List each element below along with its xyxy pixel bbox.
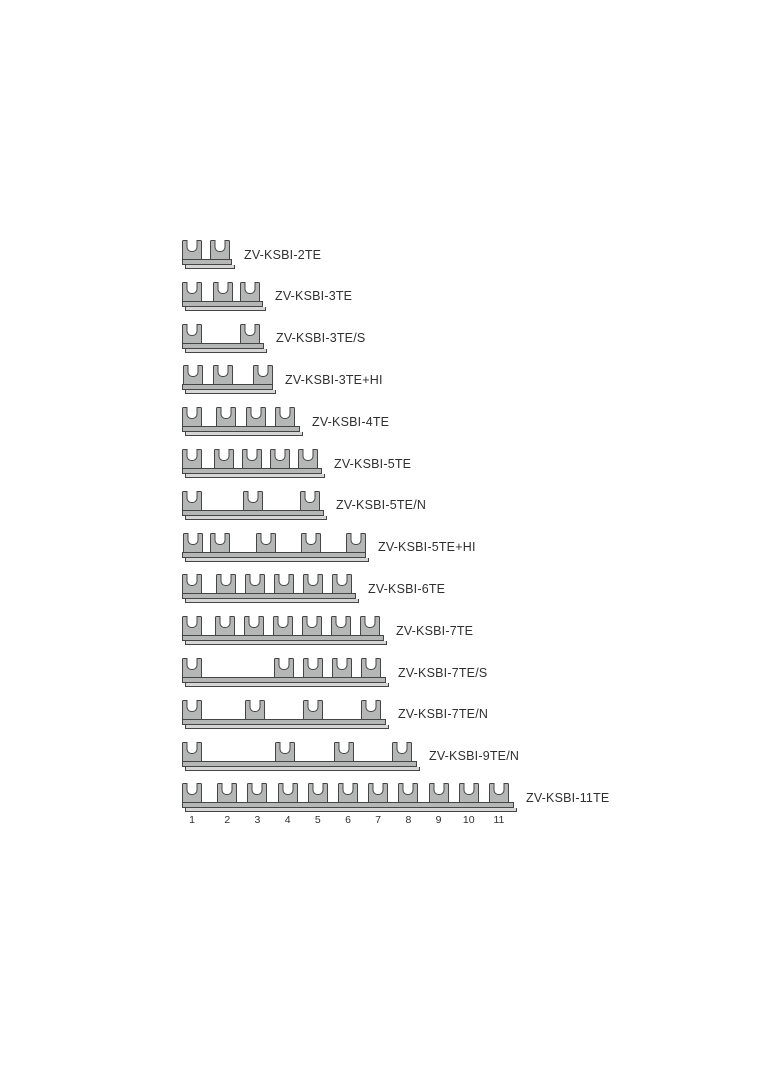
- fork-contact: [338, 783, 358, 802]
- fork-contact: [303, 658, 323, 677]
- fork-notch: [335, 616, 346, 628]
- fork-contact: [182, 616, 202, 635]
- product-label: ZV-KSBI-5TE/N: [336, 498, 427, 513]
- fork-contact: [240, 282, 260, 301]
- busbar-comb: [182, 574, 356, 603]
- comb-row: [182, 449, 411, 478]
- scale-number: 1: [189, 814, 195, 827]
- fork-notch: [252, 783, 263, 795]
- fork-zone: [182, 491, 324, 510]
- fork-notch: [366, 700, 377, 712]
- fork-contact: [217, 783, 237, 802]
- fork-contact: [256, 533, 276, 552]
- busbar-comb: [182, 407, 300, 436]
- scale-number: 4: [284, 814, 291, 827]
- fork-zone: [182, 533, 366, 552]
- fork-notch: [221, 407, 232, 419]
- fork-contact: [270, 449, 290, 468]
- fork-contact: [334, 742, 354, 761]
- fork-notch: [250, 407, 261, 419]
- fork-notch: [278, 574, 289, 586]
- fork-notch: [249, 574, 260, 586]
- comb-row: [182, 491, 426, 520]
- product-label: ZV-KSBI-3TE: [275, 289, 353, 304]
- busbar-base-edge: [185, 808, 517, 812]
- fork-notch: [220, 574, 231, 586]
- fork-notch: [244, 282, 255, 294]
- fork-contact: [332, 574, 352, 593]
- busbar-comb: [182, 742, 417, 771]
- fork-contact: [459, 783, 479, 802]
- fork-contact: [182, 240, 202, 259]
- fork-zone: [182, 616, 384, 635]
- product-label: ZV-KSBI-7TE/S: [398, 665, 488, 680]
- fork-zone: [182, 574, 356, 593]
- fork-notch: [280, 407, 291, 419]
- fork-zone: [182, 365, 273, 384]
- busbar-comb: [182, 491, 324, 520]
- scale-number: 7: [375, 814, 382, 827]
- busbar-base-edge: [185, 307, 266, 311]
- comb-row: [182, 282, 352, 311]
- fork-notch: [187, 324, 198, 336]
- fork-notch: [217, 282, 228, 294]
- busbar-comb: [182, 282, 263, 311]
- product-label: ZV-KSBI-3TE+HI: [285, 372, 383, 387]
- fork-notch: [278, 616, 289, 628]
- fork-notch: [306, 533, 317, 545]
- comb-row: [182, 742, 519, 771]
- te-scale: [182, 814, 514, 826]
- fork-contact: [331, 616, 351, 635]
- fork-zone: [182, 324, 264, 343]
- scale-number: 3: [254, 814, 261, 827]
- fork-contact: [240, 324, 260, 343]
- busbar-comb: [182, 449, 322, 478]
- fork-notch: [261, 533, 272, 545]
- fork-contact: [216, 407, 236, 426]
- busbar-base-edge: [185, 516, 327, 520]
- comb-row: [182, 700, 488, 729]
- busbar-comb: [182, 324, 264, 353]
- product-label: ZV-KSBI-3TE/S: [276, 331, 366, 346]
- fork-notch: [308, 658, 319, 670]
- fork-zone: [182, 282, 263, 301]
- fork-contact: [182, 449, 202, 468]
- fork-contact: [361, 658, 381, 677]
- product-label: ZV-KSBI-9TE/N: [429, 749, 520, 764]
- scale-number: 8: [405, 814, 412, 827]
- fork-contact: [346, 533, 366, 552]
- fork-contact: [300, 491, 320, 510]
- scale-number: 11: [493, 814, 505, 827]
- fork-contact: [210, 533, 230, 552]
- fork-contact: [183, 533, 203, 552]
- fork-contact: [243, 491, 263, 510]
- fork-contact: [244, 616, 264, 635]
- fork-contact: [253, 365, 273, 384]
- comb-row: [182, 365, 383, 394]
- fork-contact: [489, 783, 509, 802]
- fork-contact: [213, 365, 233, 384]
- fork-contact: [213, 282, 233, 301]
- fork-notch: [187, 783, 198, 795]
- fork-contact: [360, 616, 380, 635]
- busbar-base-edge: [185, 390, 276, 394]
- fork-notch: [215, 533, 226, 545]
- fork-notch: [279, 658, 290, 670]
- scale-number: 2: [224, 814, 231, 827]
- fork-notch: [187, 658, 198, 670]
- fork-contact: [242, 449, 262, 468]
- fork-zone: [182, 240, 232, 259]
- fork-contact: [303, 700, 323, 719]
- fork-contact: [182, 282, 202, 301]
- product-label: ZV-KSBI-4TE: [312, 414, 390, 429]
- fork-notch: [187, 449, 198, 461]
- fork-zone: [182, 449, 322, 468]
- fork-notch: [303, 449, 314, 461]
- product-label: ZV-KSBI-5TE+HI: [378, 540, 476, 555]
- busbar-comb: [182, 783, 514, 827]
- fork-notch: [222, 783, 233, 795]
- fork-notch: [397, 742, 408, 754]
- fork-notch: [307, 574, 318, 586]
- fork-notch: [218, 365, 229, 377]
- fork-contact: [182, 700, 202, 719]
- fork-notch: [493, 783, 504, 795]
- fork-contact: [298, 449, 318, 468]
- fork-contact: [301, 533, 321, 552]
- product-label: ZV-KSBI-5TE: [334, 456, 412, 471]
- product-label: ZV-KSBI-11TE: [526, 790, 610, 805]
- fork-contact: [278, 783, 298, 802]
- fork-zone: [182, 407, 300, 426]
- fork-contact: [274, 658, 294, 677]
- fork-notch: [245, 324, 256, 336]
- fork-notch: [187, 700, 198, 712]
- fork-contact: [245, 700, 265, 719]
- fork-contact: [429, 783, 449, 802]
- fork-contact: [392, 742, 412, 761]
- fork-notch: [312, 783, 323, 795]
- fork-contact: [247, 783, 267, 802]
- fork-notch: [214, 240, 225, 252]
- busbar-base-edge: [185, 474, 325, 478]
- busbar-comb: [182, 616, 384, 645]
- fork-contact: [210, 240, 230, 259]
- fork-notch: [306, 616, 317, 628]
- fork-notch: [275, 449, 286, 461]
- fork-contact: [246, 407, 266, 426]
- fork-contact: [215, 616, 235, 635]
- fork-notch: [220, 616, 231, 628]
- fork-contact: [308, 783, 328, 802]
- busbar-comb: [182, 658, 386, 687]
- fork-contact: [182, 407, 202, 426]
- fork-zone: [182, 783, 514, 802]
- product-label: ZV-KSBI-7TE: [396, 623, 474, 638]
- fork-notch: [187, 574, 198, 586]
- fork-contact: [302, 616, 322, 635]
- fork-contact: [183, 365, 203, 384]
- fork-notch: [188, 533, 199, 545]
- fork-zone: [182, 658, 386, 677]
- fork-notch: [364, 616, 375, 628]
- fork-contact: [398, 783, 418, 802]
- fork-contact: [182, 491, 202, 510]
- fork-notch: [187, 282, 198, 294]
- fork-contact: [182, 574, 202, 593]
- fork-contact: [273, 616, 293, 635]
- comb-row: [182, 616, 473, 645]
- fork-notch: [336, 574, 347, 586]
- fork-notch: [187, 491, 198, 503]
- fork-notch: [279, 742, 290, 754]
- fork-notch: [249, 616, 260, 628]
- scale-number: 9: [435, 814, 442, 827]
- fork-notch: [343, 783, 354, 795]
- fork-contact: [214, 449, 234, 468]
- fork-contact: [182, 742, 202, 761]
- fork-notch: [463, 783, 474, 795]
- fork-notch: [337, 658, 348, 670]
- busbar-base-edge: [185, 767, 420, 771]
- fork-notch: [188, 365, 199, 377]
- comb-row: [182, 324, 365, 353]
- fork-notch: [351, 533, 362, 545]
- comb-row: [182, 783, 610, 827]
- busbar-base-edge: [185, 683, 389, 687]
- fork-contact: [274, 574, 294, 593]
- fork-contact: [182, 783, 202, 802]
- fork-contact: [361, 700, 381, 719]
- busbar-comb: [182, 365, 273, 394]
- fork-notch: [219, 449, 230, 461]
- fork-notch: [282, 783, 293, 795]
- busbar-base-edge: [185, 558, 369, 562]
- busbar-base-edge: [185, 599, 359, 603]
- comb-row: [182, 240, 321, 269]
- comb-row: [182, 574, 445, 603]
- fork-notch: [187, 742, 198, 754]
- fork-contact: [275, 407, 295, 426]
- fork-notch: [187, 240, 198, 252]
- fork-notch: [308, 700, 319, 712]
- scale-number: 10: [462, 814, 475, 827]
- busbar-base-edge: [185, 725, 389, 729]
- fork-zone: [182, 742, 417, 761]
- busbar-comb: [182, 533, 366, 562]
- fork-notch: [366, 658, 377, 670]
- fork-contact: [182, 658, 202, 677]
- scale-number: 5: [314, 814, 321, 827]
- busbar-base-edge: [185, 349, 267, 353]
- product-label: ZV-KSBI-7TE/N: [398, 707, 489, 722]
- busbar-comb: [182, 240, 232, 269]
- fork-notch: [403, 783, 414, 795]
- product-label: ZV-KSBI-6TE: [368, 581, 446, 596]
- fork-notch: [247, 449, 258, 461]
- fork-contact: [303, 574, 323, 593]
- fork-notch: [187, 616, 198, 628]
- fork-notch: [249, 700, 260, 712]
- fork-contact: [182, 324, 202, 343]
- busbar-base-edge: [185, 432, 303, 436]
- fork-contact: [275, 742, 295, 761]
- fork-contact: [245, 574, 265, 593]
- comb-row: [182, 407, 389, 436]
- scale-number: 6: [345, 814, 351, 827]
- fork-contact: [332, 658, 352, 677]
- fork-contact: [368, 783, 388, 802]
- fork-contact: [216, 574, 236, 593]
- busbar-base-edge: [185, 265, 235, 269]
- comb-row: [182, 658, 487, 687]
- busbar-comb: [182, 700, 386, 729]
- fork-notch: [433, 783, 444, 795]
- fork-notch: [338, 742, 349, 754]
- busbar-base-edge: [185, 641, 387, 645]
- fork-notch: [248, 491, 259, 503]
- fork-notch: [258, 365, 269, 377]
- fork-zone: [182, 700, 386, 719]
- fork-notch: [187, 407, 198, 419]
- fork-notch: [304, 491, 315, 503]
- fork-notch: [373, 783, 384, 795]
- comb-row: [182, 533, 476, 562]
- product-label: ZV-KSBI-2TE: [244, 247, 322, 262]
